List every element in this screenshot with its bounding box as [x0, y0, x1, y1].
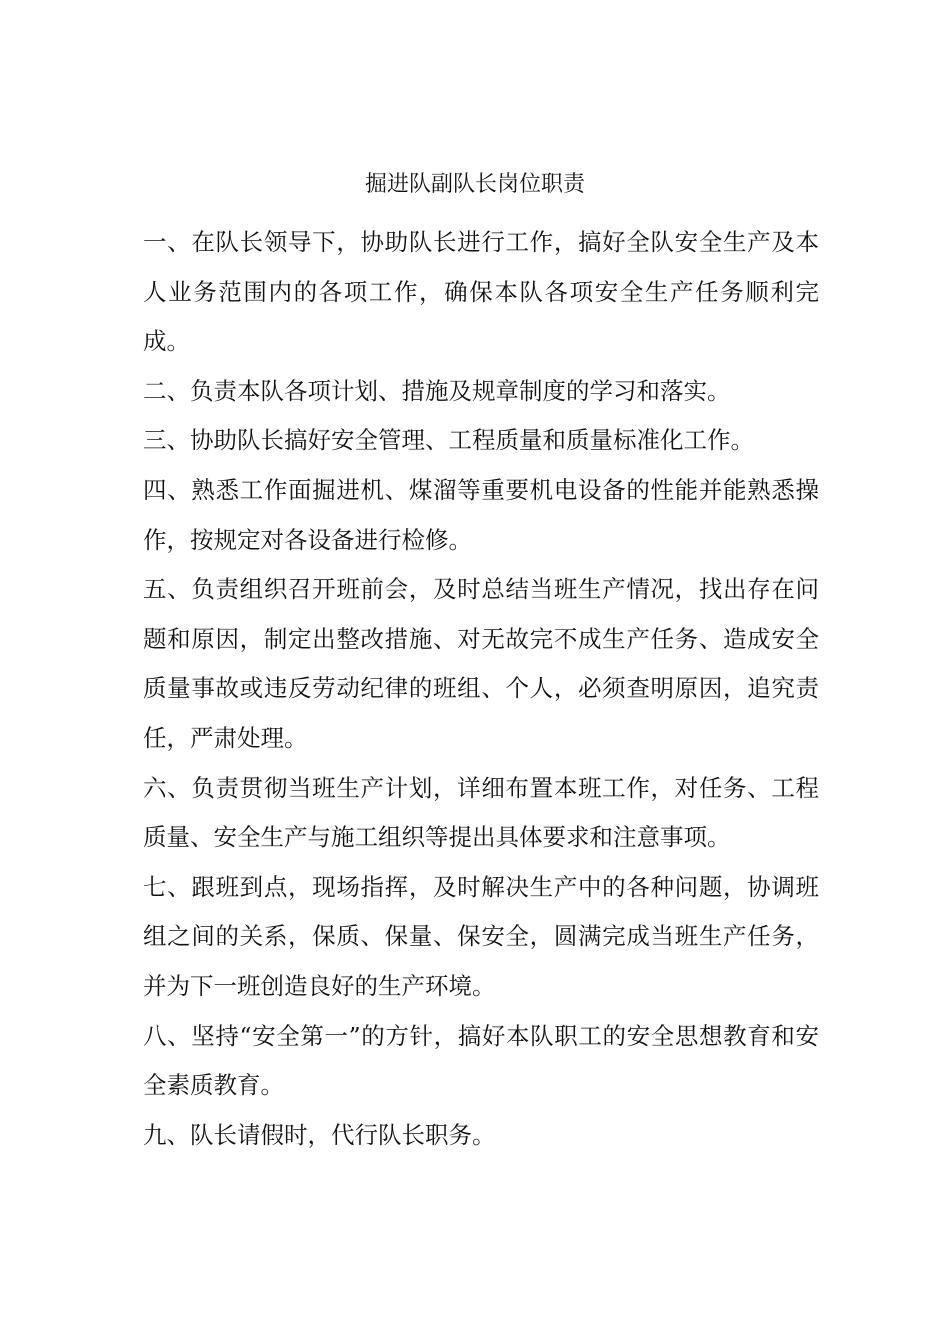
document-title: 掘进队副队长岗位职责	[364, 172, 585, 197]
duty-item-7: 七、跟班到点，现场指挥，及时解决生产中的各种问题，协调班组之间的关系，保质、保量、保安全，圆满完成当班生产任务，并为下一班创造良好的生产环境。	[143, 872, 819, 1000]
duty-item-4: 四、熟悉工作面掘进机、煤溜等重要机电设备的性能并能熟悉操作，按规定对各设备进行检修。	[143, 475, 819, 554]
duty-item-2: 二、负责本队各项计划、措施及规章制度的学习和落实。	[143, 376, 731, 405]
duty-item-6: 六、负责贯彻当班生产计划，详细布置本班工作，对任务、工程质量、安全生产与施工组织等提出具体要求和注意事项。	[143, 773, 819, 852]
duty-item-8: 八、坚持“安全第一”的方针，搞好本队职工的安全思想教育和安全素质教育。	[143, 1021, 819, 1100]
duty-item-1: 一、在队长领导下，协助队长进行工作，搞好全队安全生产及本人业务范围内的各项工作，确保本队各项安全生产任务顺利完成。	[143, 228, 819, 356]
duty-item-9: 九、队长请假时，代行队长职务。	[143, 1120, 496, 1149]
duty-item-3: 三、协助队长搞好安全管理、工程质量和质量标准化工作。	[143, 426, 754, 455]
duty-item-5: 五、负责组织召开班前会，及时总结当班生产情况，找出存在问题和原因，制定出整改措施、对无故完不成生产任务、造成安全质量事故或违反劳动纪律的班组、个人，必须查明原因，追究责任，严肃处理。	[143, 575, 819, 752]
duty-list	[143, 218, 819, 1160]
